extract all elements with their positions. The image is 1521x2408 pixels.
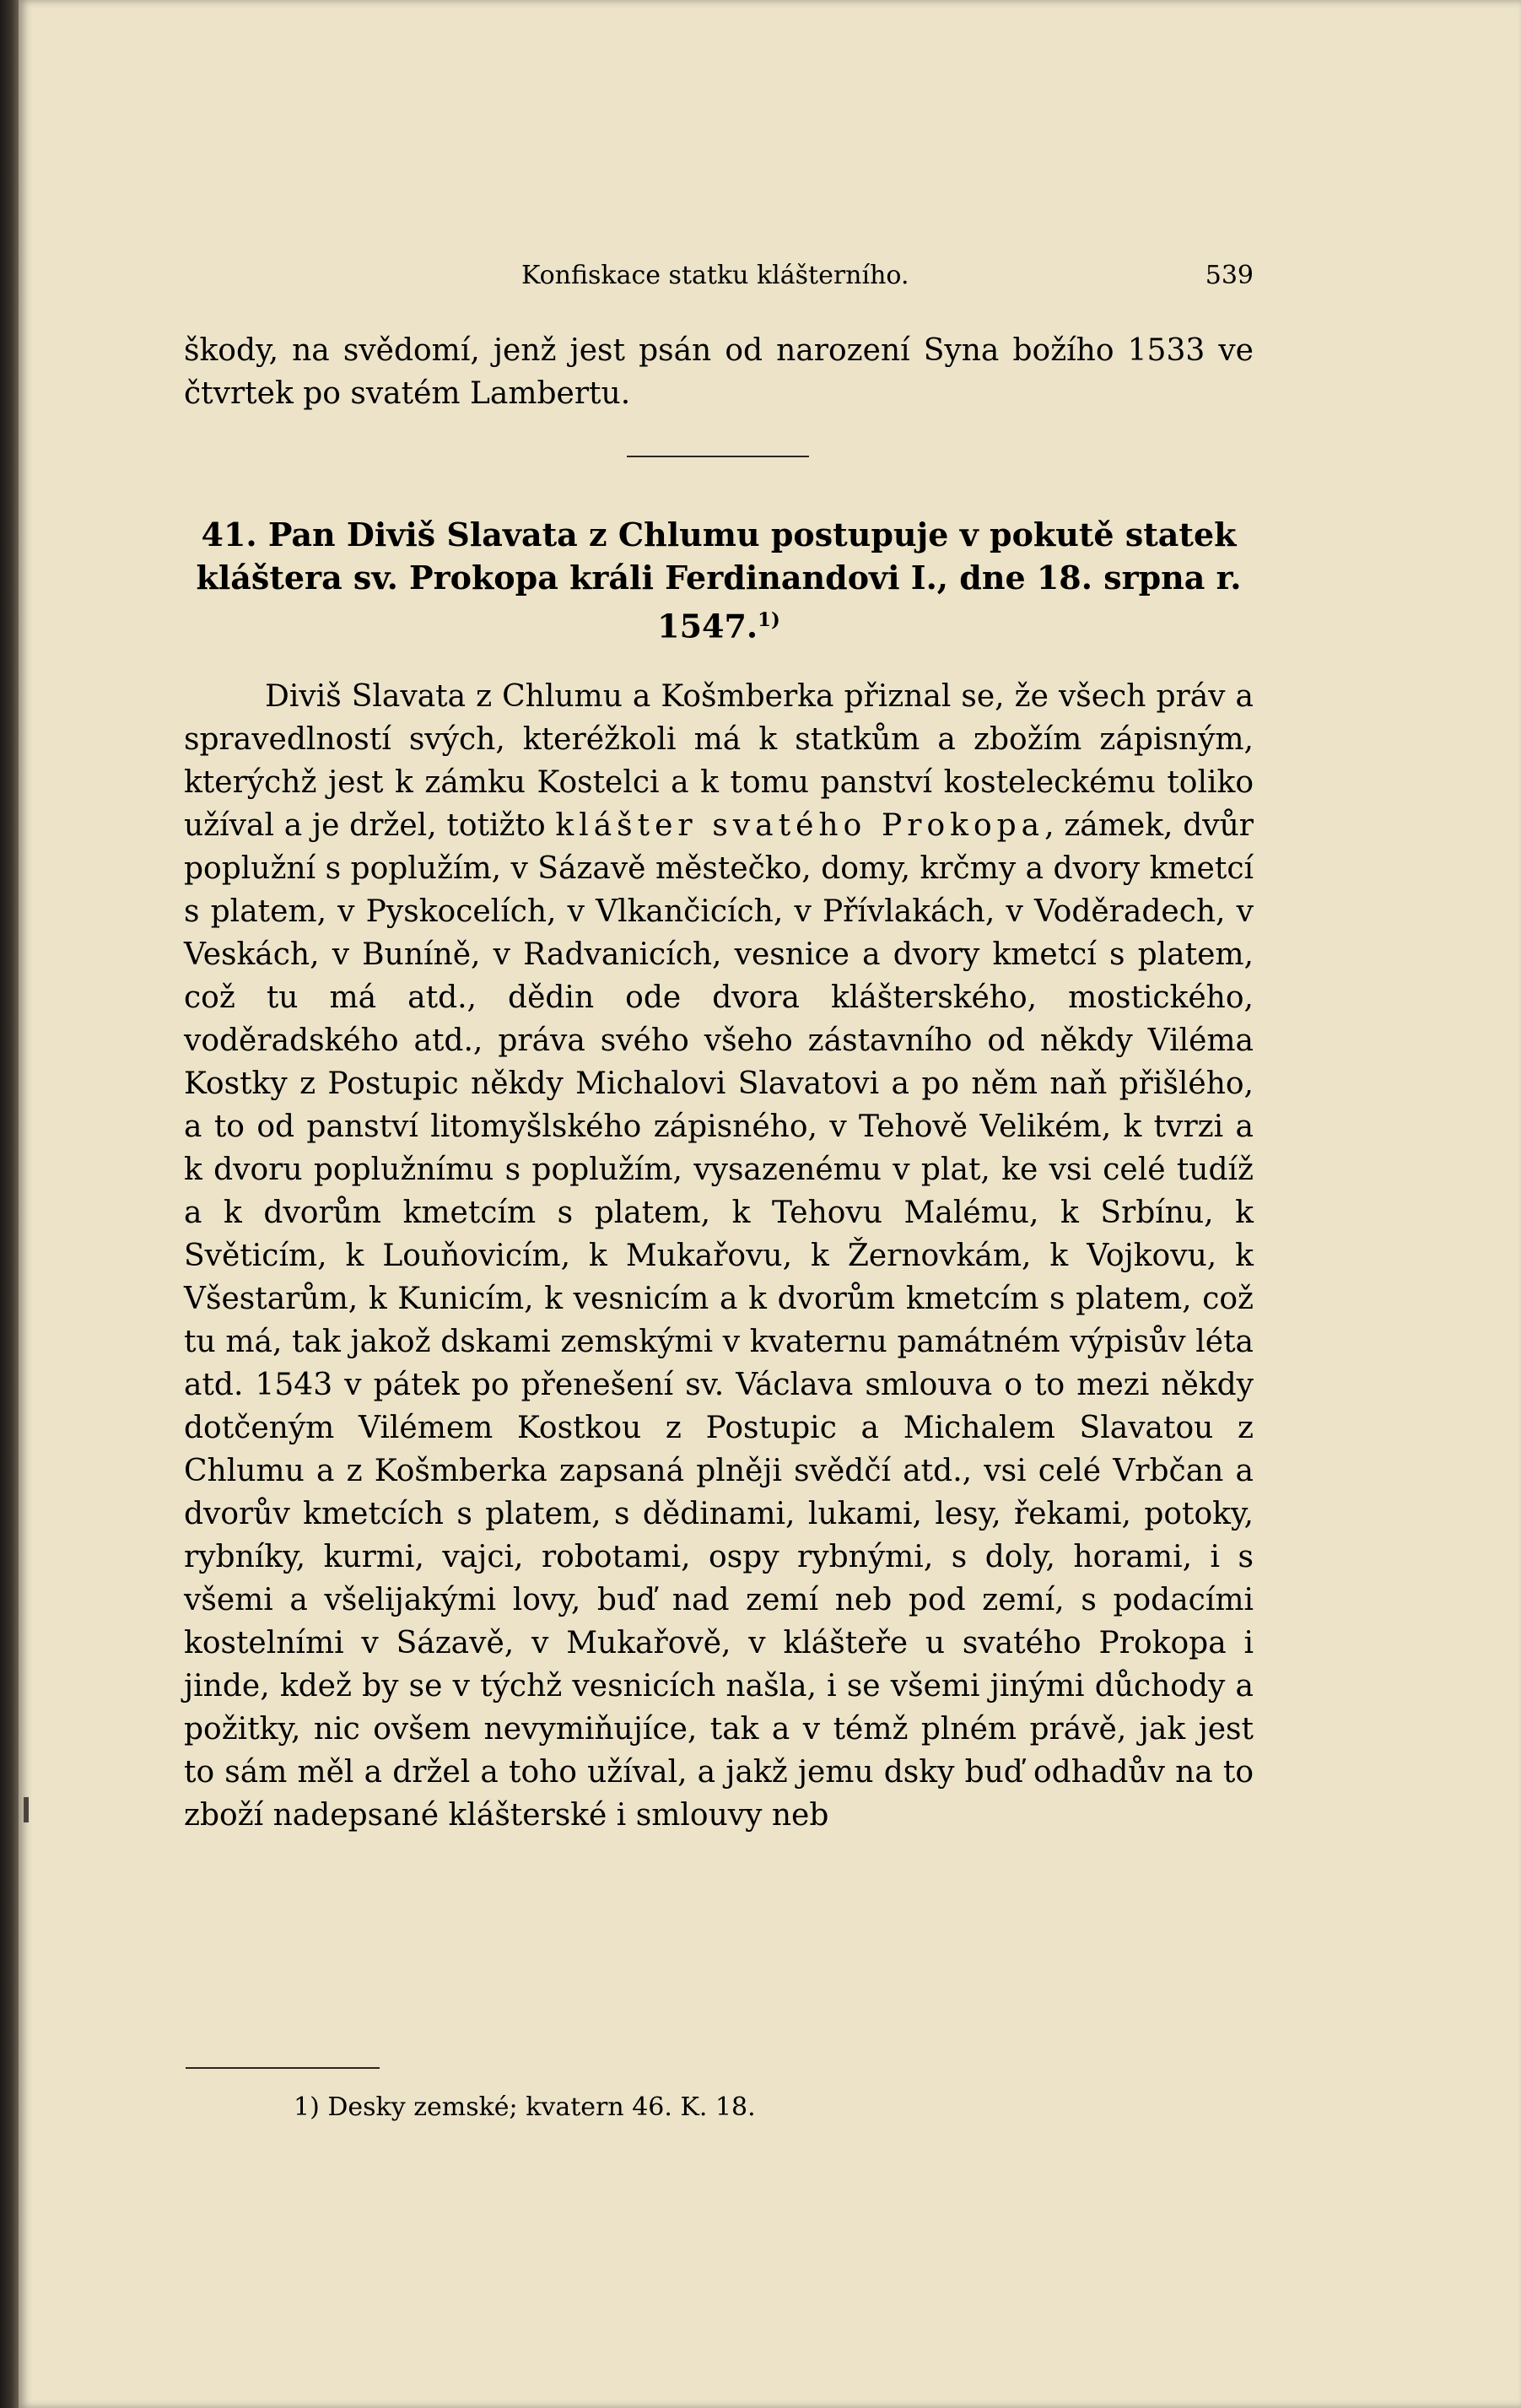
footnote-text: Desky zemské; kvatern 46. K. 18. — [327, 2092, 756, 2122]
heading-footnote-ref: 1) — [758, 609, 780, 631]
intro-paragraph-text: škody, na svědomí, jenž jest psán od narození Syna božího 1533 ve čtvrtek po svatém Lambertu. — [184, 333, 1254, 411]
footnote — [294, 2091, 756, 2125]
body-text-part1: Diviš Slavata z Chlumu a Košmberka přiznal se, že všech práv a spravedlností svých, kteréžkoli má k statkům a zbožím zápisným, kterýchž jest k zámku Kostelci a k tomu panství kosteleckému toliko užíval a je držel, totižto — [184, 679, 1254, 843]
page-number: 539 — [1205, 261, 1254, 290]
running-title: Konfiskace statku klášterního. — [521, 261, 909, 290]
section-heading-text: 41. Pan Diviš Slavata z Chlumu postupuje v pokutě statek kláštera sv. Prokopa králi Ferdinandovi I., dne 18. srpna r. 1547. — [196, 516, 1242, 645]
section-divider — [627, 456, 809, 457]
section-heading — [184, 513, 1254, 648]
intro-paragraph — [184, 329, 1254, 415]
page-header — [184, 256, 1254, 298]
footnote-marker: 1) — [294, 2092, 320, 2122]
body-text-part2: , zámek, dvůr poplužní s poplužím, v Sázavě městečko, domy, krčmy a dvory kmetcí s platem, v Pyskocelích, v Vlkančicích, v Přívlakách, v Voděradech, v Veskách, v Buníně, v Radvanicích, vesnice a dvory kmetcí s platem, což tu má atd., dědin ode dvora klášterského, mostického, voděradského atd., práva svého všeho zástavního od někdy Viléma Kostky z Postupic někdy Michalovi Slavatovi a po něm naň přišlého, a to od panství litomyšlského zápisného, v Tehově Velikém, k tvrzi a k dvoru poplužnímu s poplužím, vysazenému v plat, ke vsi celé tudíž a k dvorům kmetcím s platem, k Tehovu Malému, k Srbínu, k Světicím, k Louňovicím, k Mukařovu, k Žernovkám, k Vojkovu, k Všestarům, k Kunicím, k vesnicím a k dvorům kmetcím s platem, což tu má, tak jakož dskami zemskými v kvaternu památném výpisův léta atd. 1543 v pátek po přenešení sv. Václava smlouva o to mezi někdy dotčeným Vilémem Kostkou z Postupic a Michalem Slavatou z Chlumu a z Košmberka zapsaná plněji svědčí atd., vsi celé Vrbčan a dvorův kmetcích s platem, s dědinami, lukami, lesy, řekami, potoky, rybníky, kurmi, vajci, robotami, ospy rybnými, s doly, horami, i s všemi a všelijakými lovy, buď nad zemí neb pod zemí, s podacími kostelními v Sázavě, v Mukařově, v klášteře u svatého Prokopa i jinde, kdež by se v týchž vesnicích našla, i se všemi jinými důchody a požitky, nic ovšem nevymiňujíce, tak a v témž plném právě, jak jest to sám měl a držel a toho užíval, a jakž jemu dsky buď odhadův na to zboží nadepsané klášterské i smlouvy neb — [184, 808, 1254, 1833]
footnote-divider — [186, 2067, 380, 2069]
margin-mark — [24, 1797, 29, 1822]
body-paragraph-text — [184, 675, 1254, 1837]
body-paragraph — [184, 675, 1254, 1837]
book-spine-shadow — [0, 0, 19, 2408]
body-text-spaced: klášter svatého Prokopa — [555, 808, 1045, 843]
